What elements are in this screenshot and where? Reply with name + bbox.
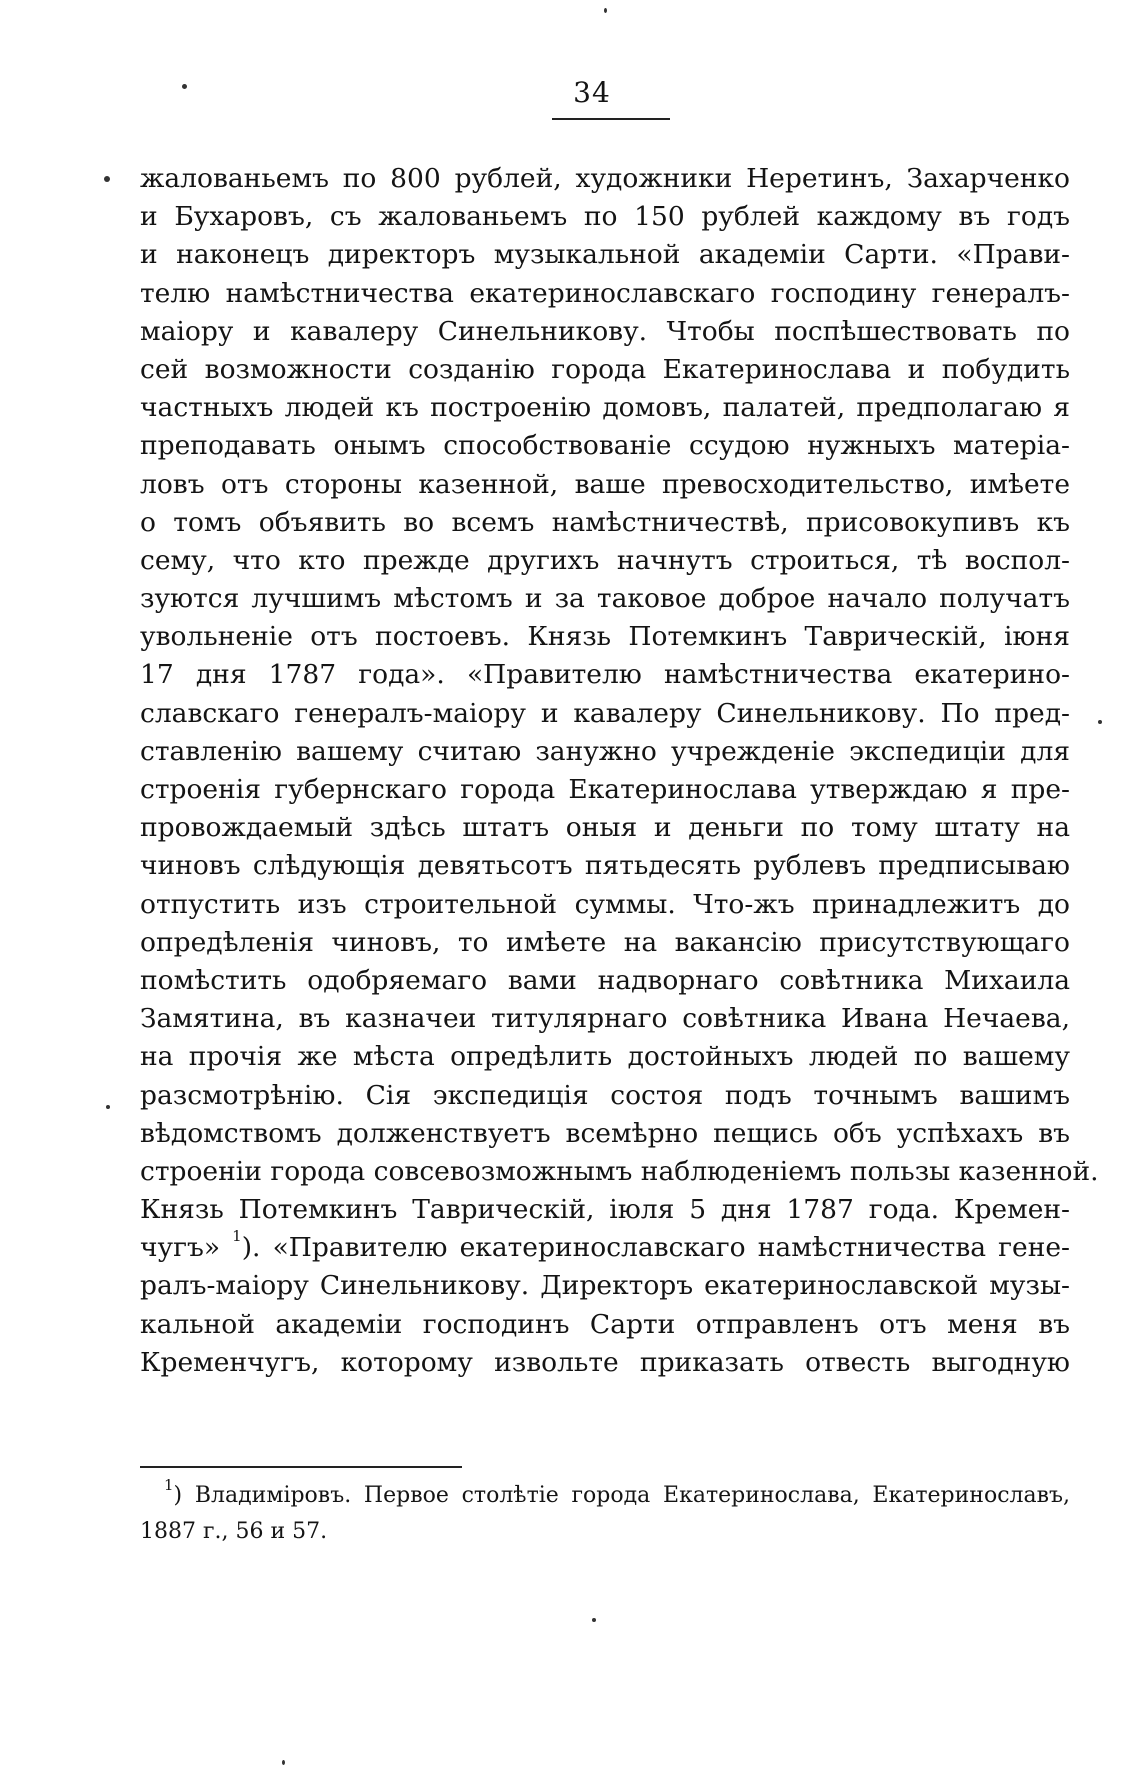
text-line: маіору и кавалеру Синельникову. Чтобы поспѣшествовать по: [140, 315, 1070, 347]
text-fragment: ). «Правителю екатеринославскаго намѣстничества гене-: [241, 1232, 1070, 1264]
text-line: вѣдомствомъ долженствуетъ всемѣрно пещись объ успѣхахъ въ: [140, 1117, 1070, 1149]
footnote-text: ) Владиміровъ. Первое столѣтіе города Екатеринослава, Екатеринославъ,: [173, 1483, 1070, 1508]
text-line: славскаго генералъ-маіору и кавалеру Синельникову. По пред-: [140, 697, 1070, 729]
text-line: помѣстить одобряемаго вами надворнаго совѣтника Михаила: [140, 964, 1070, 996]
scan-speck: [592, 1618, 596, 1622]
text-line: ставленію вашему считаю занужно учрежденіе экспедиціи для: [140, 735, 1070, 767]
text-line: жалованьемъ по 800 рублей, художники Неретинъ, Захарченко: [140, 163, 1070, 194]
text-line: ралъ-маіору Синельникову. Директоръ екатеринославской музы-: [140, 1270, 1070, 1302]
scan-speck: [182, 84, 187, 89]
text-line: увольненіе отъ постоевъ. Князь Потемкинъ Таврическій, іюня: [140, 621, 1070, 653]
footnote-reference[interactable]: 1: [232, 1227, 242, 1246]
scan-speck: [106, 1105, 110, 1109]
text-line: Замятина, въ казначеи титулярнаго совѣтника Ивана Нечаева,: [140, 1003, 1070, 1035]
page-number-rule: [552, 118, 670, 120]
text-line: частныхъ людей къ построенію домовъ, палатей, предполагаю я: [140, 392, 1070, 424]
text-line: Князь Потемкинъ Таврическій, іюля 5 дня 1787 года. Кремен-: [140, 1194, 1070, 1226]
text-line: Кременчугъ, которому извольте приказать отвесть выгодную: [140, 1346, 1070, 1378]
footnote-line: 1887 г., 56 и 57.: [140, 1519, 328, 1544]
text-line: отпустить изъ строительной суммы. Что-жъ принадлежитъ до: [140, 888, 1070, 920]
text-line: опредѣленія чиновъ, то имѣете на вакансію присутствующаго: [140, 926, 1070, 958]
footnotes: [140, 1478, 1070, 1550]
text-line: ловъ отъ стороны казенной, ваше превосходительство, имѣете: [140, 468, 1070, 500]
text-line: кальной академіи господинъ Сарти отправленъ отъ меня въ: [140, 1308, 1070, 1340]
text-fragment: чугъ»: [140, 1232, 221, 1264]
text-line: и Бухаровъ, съ жалованьемъ по 150 рублей каждому въ годъ: [140, 201, 1070, 233]
body-text: [140, 160, 1099, 1382]
text-line: на прочія же мѣста опредѣлить достойныхъ людей по вашему: [140, 1041, 1070, 1073]
page-number: 34: [573, 76, 611, 109]
text-line: о томъ объявить во всемъ намѣстничествѣ, присовокупивъ къ: [140, 506, 1070, 538]
scan-speck: [104, 176, 110, 182]
text-line: 17 дня 1787 года». «Правителю намѣстничества екатерино-: [140, 659, 1070, 691]
text-line: зуются лучшимъ мѣстомъ и за таковое доброе начало получатъ: [140, 583, 1070, 615]
text-line: строеніи города совсевозможнымъ наблюденіемъ пользы казенной.: [140, 1155, 1099, 1187]
text-line: провождаемый здѣсь штатъ оныя и деньги по тому штату на: [140, 812, 1070, 844]
text-line: телю намѣстничества екатеринославскаго господину генералъ-: [140, 277, 1070, 309]
text-line-with-footnote-ref: [140, 1229, 1070, 1267]
text-line: сему, что кто прежде другихъ начнутъ строиться, тѣ воспол-: [140, 544, 1070, 576]
footnote-line: [140, 1478, 1070, 1514]
text-line: преподавать онымъ способствованіе ссудою нужныхъ матеріа-: [140, 430, 1070, 462]
text-line: разсмотрѣнію. Сія экспедиція состоя подъ точнымъ вашимъ: [140, 1079, 1070, 1111]
scan-speck: [282, 1760, 285, 1765]
footnote-mark: 1: [164, 1476, 174, 1494]
text-line: чиновъ слѣдующія девятьсотъ пятьдесять рублевъ предписываю: [140, 850, 1070, 882]
footnote-separator: [140, 1466, 462, 1468]
scan-speck: [604, 8, 607, 13]
text-line: и наконецъ директоръ музыкальной академіи Сарти. «Прави-: [140, 239, 1070, 271]
text-line: строенія губернскаго города Екатеринослава утверждаю я пре-: [140, 774, 1070, 805]
scan-speck: [1098, 720, 1102, 724]
text-line: сей возможности созданію города Екатеринослава и побудить: [140, 353, 1070, 385]
